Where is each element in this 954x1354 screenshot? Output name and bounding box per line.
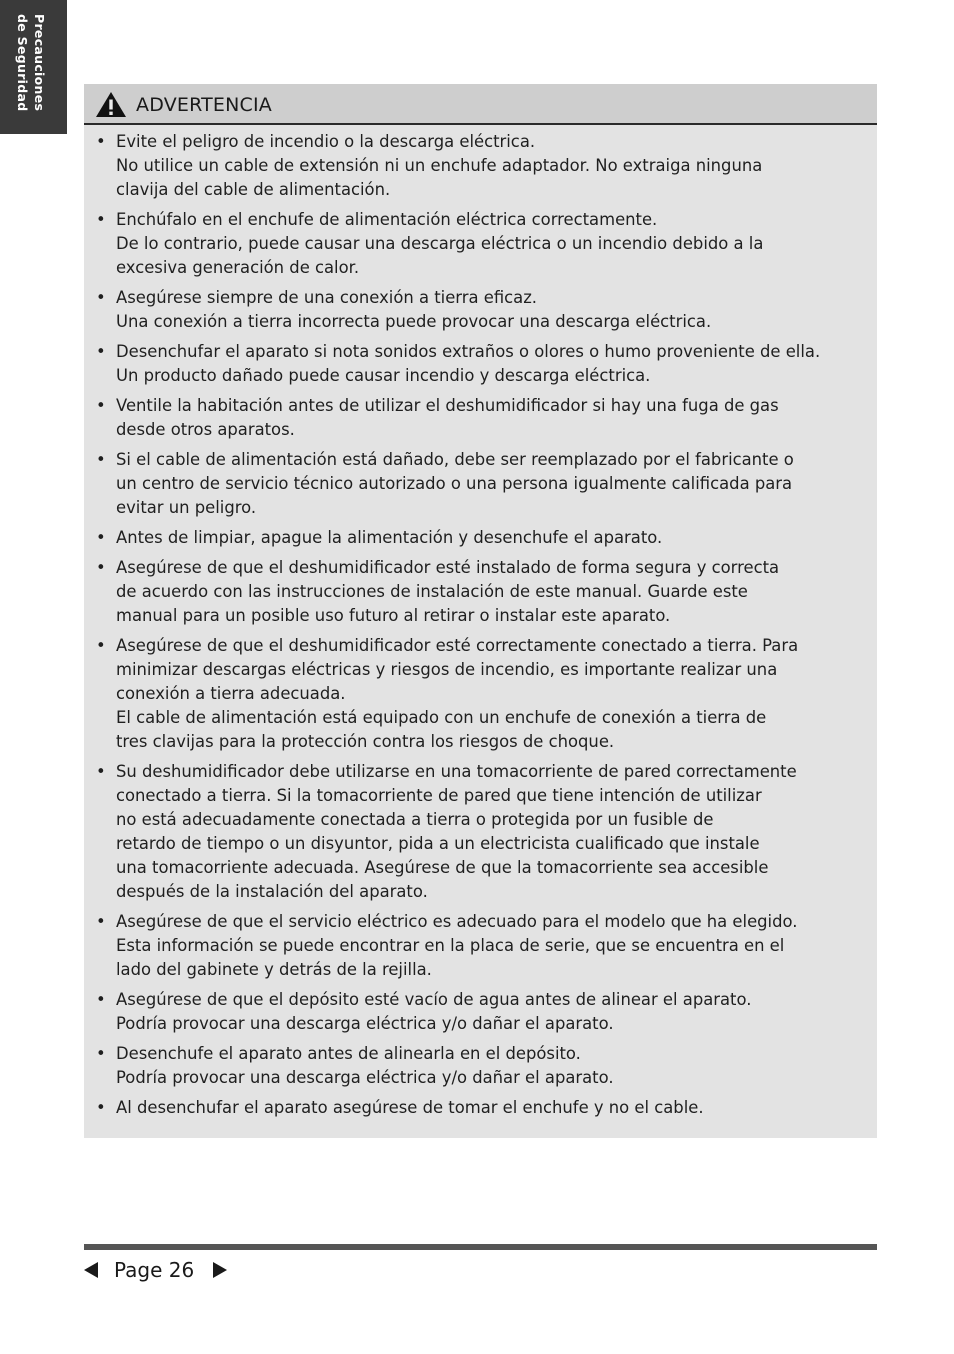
warning-item: [84, 286, 877, 334]
warning-item-line: tres clavijas para la protección contra los riesgos de choque.: [116, 732, 615, 751]
warning-item-line: Asegúrese de que el deshumidificador esté instalado de forma segura y correcta: [116, 558, 780, 577]
warning-item: [84, 340, 877, 388]
warning-item: [84, 130, 877, 202]
bullet-icon: •: [96, 396, 106, 415]
warning-item-line: No utilice un cable de extensión ni un enchufe adaptador. No extraiga ninguna: [116, 156, 763, 175]
warning-item-line: no está adecuadamente conectada a tierra o protegida por un fusible de: [116, 810, 714, 829]
warning-item-line: después de la instalación del aparato.: [116, 882, 428, 901]
warning-list: [84, 130, 877, 1126]
warning-item-line: Asegúrese siempre de una conexión a tierra eficaz.: [116, 288, 538, 307]
bullet-icon: •: [96, 558, 106, 577]
warning-item-line: Antes de limpiar, apague la alimentación y desenchufe el aparato.: [116, 528, 663, 547]
warning-item: [84, 394, 877, 442]
next-page-icon[interactable]: [213, 1262, 227, 1278]
warning-triangle-icon: [95, 91, 127, 118]
bullet-icon: •: [96, 528, 106, 547]
warning-item-line: excesiva generación de calor.: [116, 258, 360, 277]
warning-item-line: retardo de tiempo o un disyuntor, pida a un electricista cualificado que instale: [116, 834, 760, 853]
warning-item-line: Una conexión a tierra incorrecta puede provocar una descarga eléctrica.: [116, 312, 712, 331]
warning-item-line: Al desenchufar el aparato asegúrese de tomar el enchufe y no el cable.: [116, 1098, 704, 1117]
warning-item-line: Si el cable de alimentación está dañado, debe ser reemplazado por el fabricante o: [116, 450, 794, 469]
warning-item: [84, 1042, 877, 1090]
bullet-icon: •: [96, 990, 106, 1009]
warning-item-line: Asegúrese de que el deshumidificador esté correctamente conectado a tierra. Para: [116, 636, 799, 655]
bullet-icon: •: [96, 132, 106, 151]
side-tab-label: [14, 14, 48, 111]
warning-item-line: de acuerdo con las instrucciones de instalación de este manual. Guarde este: [116, 582, 748, 601]
warning-item: [84, 760, 877, 904]
warning-item-line: Su deshumidificador debe utilizarse en una tomacorriente de pared correctamente: [116, 762, 797, 781]
warning-item-line: una tomacorriente adecuada. Asegúrese de que la tomacorriente sea accesible: [116, 858, 769, 877]
footer-rule: [84, 1244, 877, 1250]
warning-item-line: Evite el peligro de incendio o la descarga eléctrica.: [116, 132, 536, 151]
warning-item: [84, 526, 877, 550]
warning-item-line: Desenchufe el aparato antes de alinearla en el depósito.: [116, 1044, 581, 1063]
warning-item: [84, 208, 877, 280]
side-tab-line: Precauciones: [32, 14, 47, 112]
warning-item: [84, 910, 877, 982]
warning-item: [84, 1096, 877, 1120]
warning-item-line: manual para un posible uso futuro al retirar o instalar este aparato.: [116, 606, 671, 625]
bullet-icon: •: [96, 1044, 106, 1063]
warning-item-line: lado del gabinete y detrás de la rejilla.: [116, 960, 432, 979]
warning-item-line: Asegúrese de que el servicio eléctrico es adecuado para el modelo que ha elegido.: [116, 912, 798, 931]
warning-item-line: conectado a tierra. Si la tomacorriente de pared que tiene intención de utilizar: [116, 786, 762, 805]
warning-item-line: Asegúrese de que el depósito esté vacío de agua antes de alinear el aparato.: [116, 990, 752, 1009]
page-number: Page 26: [114, 1258, 195, 1282]
warning-item-line: un centro de servicio técnico autorizado o una persona igualmente calificada para: [116, 474, 793, 493]
warning-item: [84, 448, 877, 520]
warning-item-line: El cable de alimentación está equipado con un enchufe de conexión a tierra de: [116, 708, 767, 727]
warning-item-line: De lo contrario, puede causar una descarga eléctrica o un incendio debido a la: [116, 234, 764, 253]
side-tab-line: de Seguridad: [15, 14, 30, 112]
bullet-icon: •: [96, 342, 106, 361]
warning-item-line: minimizar descargas eléctricas y riesgos de incendio, es importante realizar una: [116, 660, 778, 679]
warning-box: [84, 84, 877, 1138]
bullet-icon: •: [96, 288, 106, 307]
warning-item-line: evitar un peligro.: [116, 498, 257, 517]
warning-item-line: Un producto dañado puede causar incendio y descarga eléctrica.: [116, 366, 651, 385]
bullet-icon: •: [96, 762, 106, 781]
bullet-icon: •: [96, 450, 106, 469]
warning-item-line: desde otros aparatos.: [116, 420, 295, 439]
warning-item-line: conexión a tierra adecuada.: [116, 684, 346, 703]
bullet-icon: •: [96, 636, 106, 655]
warning-item: [84, 634, 877, 754]
warning-item: [84, 556, 877, 628]
warning-header: [84, 84, 877, 125]
warning-item-line: Enchúfalo en el enchufe de alimentación eléctrica correctamente.: [116, 210, 658, 229]
bullet-icon: •: [96, 912, 106, 931]
warning-item-line: Podría provocar una descarga eléctrica y/o dañar el aparato.: [116, 1068, 614, 1087]
warning-item-line: clavija del cable de alimentación.: [116, 180, 391, 199]
warning-item-line: Ventile la habitación antes de utilizar el deshumidificador si hay una fuga de gas: [116, 396, 779, 415]
side-section-tab: [0, 0, 67, 134]
warning-item-line: Esta información se puede encontrar en la placa de serie, que se encuentra en el: [116, 936, 785, 955]
bullet-icon: •: [96, 1098, 106, 1117]
warning-item: [84, 988, 877, 1036]
warning-item-line: Podría provocar una descarga eléctrica y/o dañar el aparato.: [116, 1014, 614, 1033]
warning-item-line: Desenchufar el aparato si nota sonidos extraños o olores o humo proveniente de ella.: [116, 342, 821, 361]
bullet-icon: •: [96, 210, 106, 229]
prev-page-icon[interactable]: [84, 1262, 98, 1278]
warning-title: ADVERTENCIA: [136, 94, 273, 116]
